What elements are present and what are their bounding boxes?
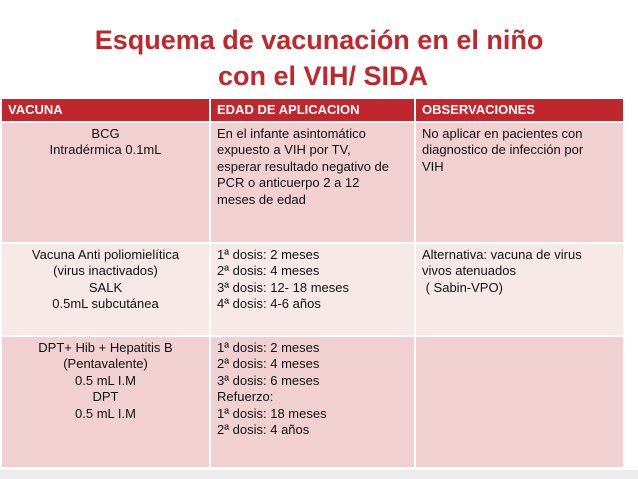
cell-line: vivos atenuados [422, 263, 516, 279]
cell-line: 3ª dosis: 6 meses [217, 372, 320, 388]
cell-observaciones [415, 243, 623, 336]
header-observaciones: OBSERVACIONES [415, 99, 623, 122]
cell-vacuna [2, 243, 210, 336]
cell-line: expuesto a VIH por TV, [217, 142, 351, 158]
cell-line: 4ª dosis: 4-6 años [217, 296, 321, 312]
title-line-1: Esquema de vacunación en el niño [94, 25, 544, 55]
cell-line: VIH [422, 158, 444, 174]
table-row [2, 243, 623, 336]
cell-line: esperar resultado negativo de [217, 158, 390, 174]
cell-line: Refuerzo: [217, 389, 274, 405]
table-row [2, 336, 623, 467]
cell-vacuna [2, 122, 210, 243]
cell-line: No aplicar en pacientes con [422, 126, 583, 141]
cell-edad [210, 243, 415, 336]
cell-line: 1ª dosis: 18 meses [217, 405, 327, 421]
cell-edad [210, 122, 415, 243]
header-vacuna: VACUNA [2, 99, 210, 122]
cell-line: 1ª dosis: 2 meses [217, 247, 320, 262]
cell-line: Intradérmica 0.1mL [49, 142, 162, 158]
cell-observaciones [415, 122, 623, 243]
cell-observaciones [415, 336, 623, 467]
cell-line: Alternativa: vacuna de virus [422, 247, 582, 262]
slide-title [0, 22, 638, 94]
vaccination-table [2, 99, 623, 467]
table-header-row [2, 99, 623, 122]
cell-line: 0.5 mL I.M [75, 372, 136, 388]
table-row [2, 122, 623, 243]
cell-line: meses de edad [217, 191, 306, 207]
header-edad: EDAD DE APLICACION [210, 99, 415, 122]
cell-line: diagnostico de infección por [422, 142, 584, 158]
cell-vacuna [2, 336, 210, 467]
cell-line: 2ª dosis: 4 meses [217, 356, 320, 372]
cell-edad [210, 336, 415, 467]
cell-line: PCR o anticuerpo 2 a 12 [217, 175, 360, 191]
cell-line: Vacuna Anti poliomielítica [31, 247, 180, 262]
title-line-2: con el VIH/ SIDA [217, 61, 429, 91]
cell-line: 1ª dosis: 2 meses [217, 340, 320, 355]
cell-line: 0.5 mL I.M [75, 405, 136, 421]
cell-line: (Pentavalente) [63, 356, 148, 372]
footer-strip [0, 470, 638, 479]
cell-line: BCG [91, 126, 120, 141]
cell-line: DPT+ Hib + Hepatitis B [38, 340, 173, 355]
cell-line: DPT [92, 389, 119, 405]
cell-line: 3ª dosis: 12- 18 meses [217, 279, 349, 295]
cell-line: 2ª dosis: 4 años [217, 422, 310, 438]
cell-line: 2ª dosis: 4 meses [217, 263, 320, 279]
cell-line: ( Sabin-VPO) [422, 279, 503, 295]
cell-line: 0.5mL subcutánea [52, 296, 159, 312]
cell-line: En el infante asintomático [217, 126, 366, 141]
cell-line: SALK [88, 279, 123, 295]
cell-line: (virus inactivados) [53, 263, 158, 279]
